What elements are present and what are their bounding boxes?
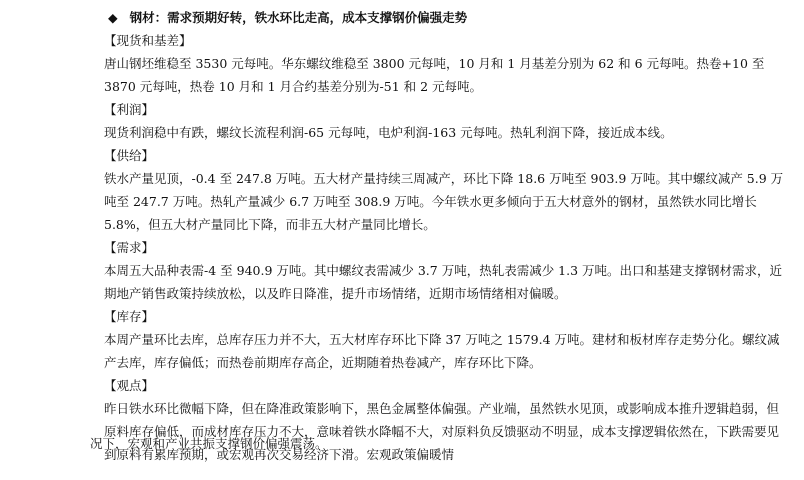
section-paragraph: 铁水产量见顶，-0.4 至 247.8 万吨。五大材产量持续三周减产，环比下降 18.6 万吨至 903.9 万吨。其中螺纹减产 5.9 万吨至 247.7 万吨。热轧产量减少 6.7 万吨至 308.9 万吨。今年铁水更多倾向于五大材意外的钢材，虽然铁水同比增长 5.8%，但五大材产量同比下降，而非五大材产量同比增长。	[104, 171, 784, 232]
section-label: 【库存】	[104, 309, 155, 324]
section-heading	[108, 6, 790, 29]
section-supply	[104, 144, 790, 236]
section-label: 【利润】	[104, 102, 155, 117]
section-paragraph: 本周五大品种表需-4 至 940.9 万吨。其中螺纹表需减少 3.7 万吨，热轧表需减少 1.3 万吨。出口和基建支撑钢材需求，近期地产销售政策持续放松，以及昨日降准，提升市场情绪，近期市场情绪相对偏暖。	[104, 263, 783, 301]
continuation-text: 况下，宏观和产业共振支撑钢价偏强震荡。	[90, 436, 328, 451]
section-paragraph: 昨日铁水环比微幅下降，但在降准政策影响下，黑色金属整体偏强。产业端，虽然铁水见顶，或影响成本推升逻辑趋弱，但原料库存偏低，而成材库存压力不大，意味着铁水降幅不大，对原料负反馈驱动不明显，成本支撑逻辑依然在，下跌需要见到原料有累库预期，或宏观再次交易经济下滑。宏观政策偏暖情	[104, 401, 780, 462]
section-label: 【供给】	[104, 148, 155, 163]
section-paragraph: 本周产量环比去库，总库存压力并不大，五大材库存环比下降 37 万吨之 1579.4 万吨。建材和板材库存走势分化。螺纹减产去库，库存偏低；而热卷前期库存高企，近期随着热卷减产，库存环比下降。	[104, 332, 780, 370]
section-spot-basis	[104, 29, 790, 98]
diamond-bullet-icon: ◆	[108, 10, 118, 25]
section-inventory	[104, 305, 790, 374]
section-label: 【现货和基差】	[104, 33, 192, 48]
section-paragraph: 现货利润稳中有跌，螺纹长流程利润-65 元每吨，电炉利润-163 元每吨。热轧利润下降，接近成本线。	[104, 125, 673, 140]
section-paragraph: 唐山钢坯维稳至 3530 元每吨。华东螺纹维稳至 3800 元每吨，10 月和 1 月基差分别为 62 和 6 元每吨。热卷+10 至 3870 元每吨，热卷 10 月和 1 月合约基差分别为-51 和 2 元每吨。	[104, 56, 765, 94]
section-profit	[104, 98, 790, 144]
heading-text: 钢材：需求预期好转，铁水环比走高，成本支撑钢价偏强走势	[129, 10, 468, 25]
section-label: 【观点】	[104, 378, 155, 393]
section-label: 【需求】	[104, 240, 155, 255]
section-demand	[104, 236, 790, 305]
